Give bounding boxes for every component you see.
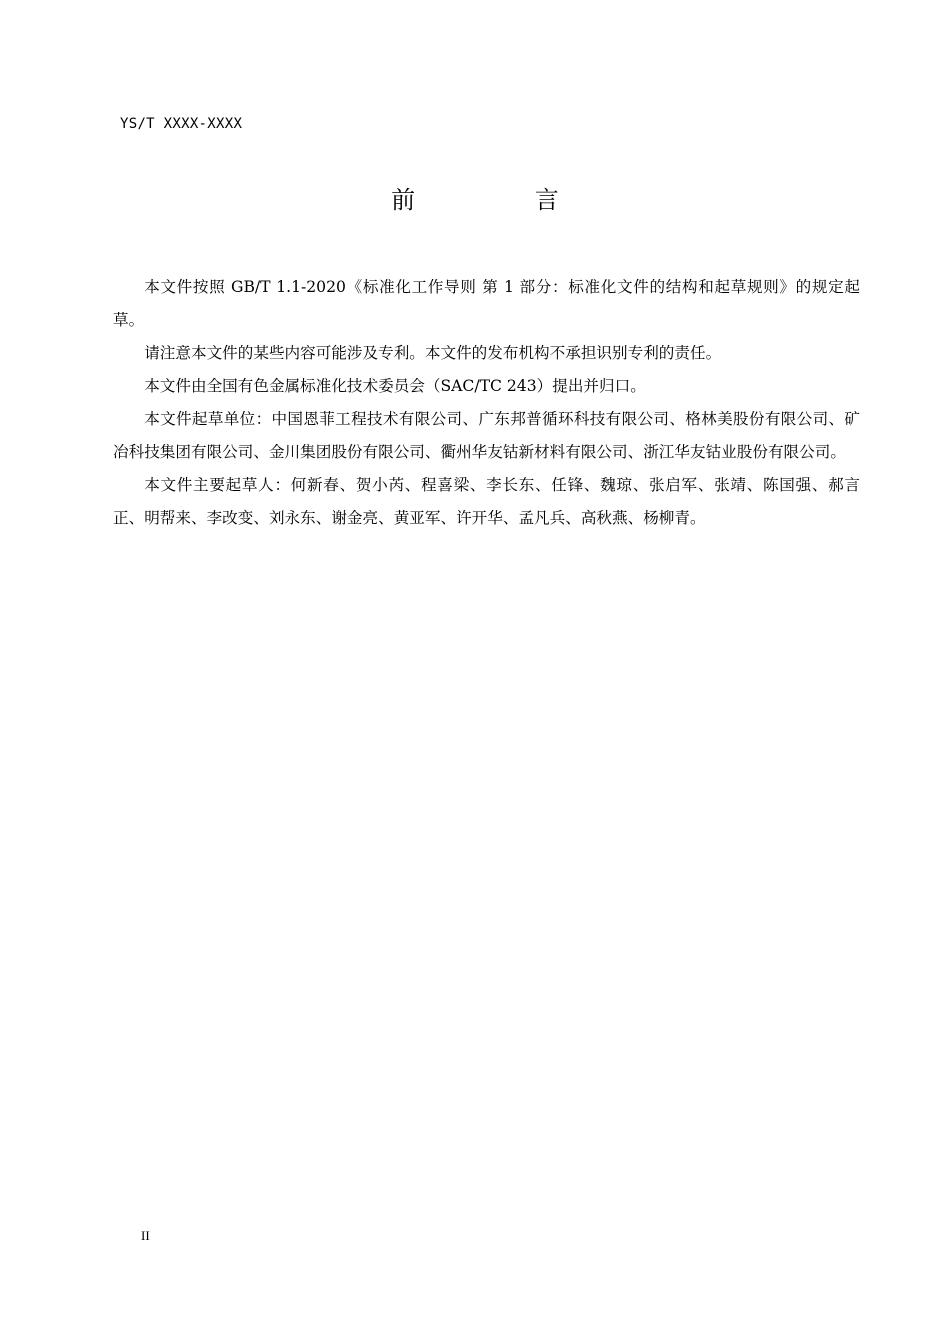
paragraph-drafters: 本文件主要起草人：何新春、贺小芮、程喜梁、李长东、任锋、魏琼、张启军、张靖、陈国强、郝言正、明帮来、李改变、刘永东、谢金亮、黄亚军、许开华、孟凡兵、高秋燕、杨柳青。 [113, 476, 860, 527]
page-title: 前 言 [391, 186, 615, 214]
paragraph-drafting-units: 本文件起草单位：中国恩菲工程技术有限公司、广东邦普循环科技有限公司、格林美股份有限公司、矿冶科技集团有限公司、金川集团股份有限公司、衢州华友钴新材料有限公司、浙江华友钴业股份有限公司。 [113, 410, 860, 461]
foreword-body [113, 271, 860, 535]
paragraph-committee: 本文件由全国有色金属标准化技术委员会（SAC/TC 243）提出并归口。 [144, 377, 646, 395]
paragraph-drafting-rules: 本文件按照 GB/T 1.1-2020《标准化工作导则 第 1 部分：标准化文件的结构和起草规则》的规定起草。 [113, 278, 860, 329]
page-number: II [141, 1228, 150, 1243]
standard-code: YS/T XXXX-XXXX [120, 116, 243, 132]
paragraph-patent-notice: 请注意本文件的某些内容可能涉及专利。本文件的发布机构不承担识别专利的责任。 [144, 344, 722, 362]
